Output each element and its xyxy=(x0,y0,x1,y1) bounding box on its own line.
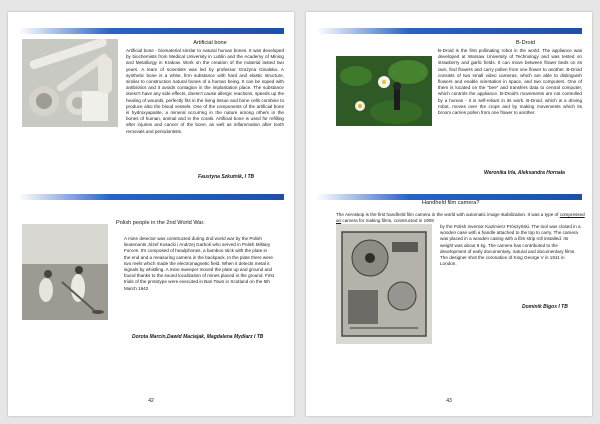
article-author: Dorota Marcin,Dawid Maciejak, Magdalena Mydlarz I TB xyxy=(132,334,264,340)
article-author: Faustyna Szkutnik, I TB xyxy=(198,174,255,180)
page-number: 43 xyxy=(446,398,452,404)
article-title: Handheld film camera? xyxy=(422,200,480,206)
header-band xyxy=(316,28,582,34)
header-band xyxy=(18,28,284,34)
article-title: Polish people in the 2nd World War. xyxy=(116,220,205,226)
article-body xyxy=(336,212,586,224)
header-band xyxy=(18,194,284,200)
article-body: A mine detector was constructed during 2nd world war by the Polish lieutenants Józef Kosacki i Andrzej Garboś who served in Polish Military Forces. It's composed of headphones, a bamboo stick with the plate in the end and a measuring camera in the backpack. In the plate there were two reels which made the electromagnetic field. When it detects metal it signals by whistling. A mine sweeper moved the plate up and ground and found thanks to the sound localization of mines placed in the ground. First trials of the prototype were executed in Bari Town in Scotland on the 5th March 1942 xyxy=(124,236,274,291)
left-page xyxy=(8,12,294,416)
right-page xyxy=(306,12,592,416)
article-body xyxy=(18,48,284,135)
article-author: Weronika Irla, Aleksandra Hornała xyxy=(484,170,565,176)
article-text: Artificial bone - biomaterial similar to natural human bones. It was developed by biochemists from Medical University in Lublin and the Academy of Mining and Metallurgy in Krakow. Work on the creation of the material lasted two years. A team of scientists was led by professor Grażyna Ginalska. A synthetic bone is a white, firm substance with hard and elastic structure, similar to construction natural bones of a human being. It can be soped with antibiotics and it avoids contagion in the implantation place. The substance doesn't have any side effects, doesn't cause allergic reactions, speeds up the healing of wounds, perfectly fits in the living tissue and bone cells combine to produce also the blood vessels. One of the components of the artificial bone is hydroxyapatite, a mineral occurring in the nature among others in the bones of human, animal and in the corals. Artificial bone is used for refilling after injuries and cancer of the bone, as well as inflammation after tooth removals and periodontists. xyxy=(126,48,284,134)
article-text: The Aeroskop is the first handheld film camera in the world with automatic image stabilization. It was a type of xyxy=(336,212,559,217)
article-body: by the Polish inventor Kazimierz Prószyński. The tool was closed in a wooden case with a handle attached to the top to carry. The camera was placed in a wooden casing with a film strip roll installed. Its weight was about 6 kg. The camera has contributed to the development of early documentary, natural and documentary films. The designer shot the coronation of King George V in 1911 in London. xyxy=(440,224,581,267)
article-title: Artificial bone xyxy=(193,40,227,46)
article-body xyxy=(316,48,582,132)
mine-detector-photo xyxy=(22,224,108,320)
article-text: B-Droid is the first pollinating robot in the world. The appliance was developed at Warsaw University of Technology and was tested on strawberry and garlic fields. It can move between flower beds on its own, find flowers and carry pollen from one flower to another. B-Droid consists of two small video cameras, which are able to distinguish flowers and enable orientation in space, and two computers. One of them is located on the "bee" and transfers data to central computer, which controls the appliance. B-Droid's movements are not controlled by a human - it is self-reliant in its work. B-Droid, which is a driving robot, moves over the crops and by making movements which its broom carries pollen from one flower to another. xyxy=(438,48,582,116)
article-text: camera for making films, constructed in 1908 xyxy=(342,218,434,224)
article-author: Dominik Bigos I TB xyxy=(522,304,568,310)
article-title: B-Droid xyxy=(516,40,535,46)
aeroskop-camera-photo xyxy=(336,224,432,344)
underlined-term: compressed air xyxy=(336,212,585,224)
page-number: 42 xyxy=(148,398,154,404)
